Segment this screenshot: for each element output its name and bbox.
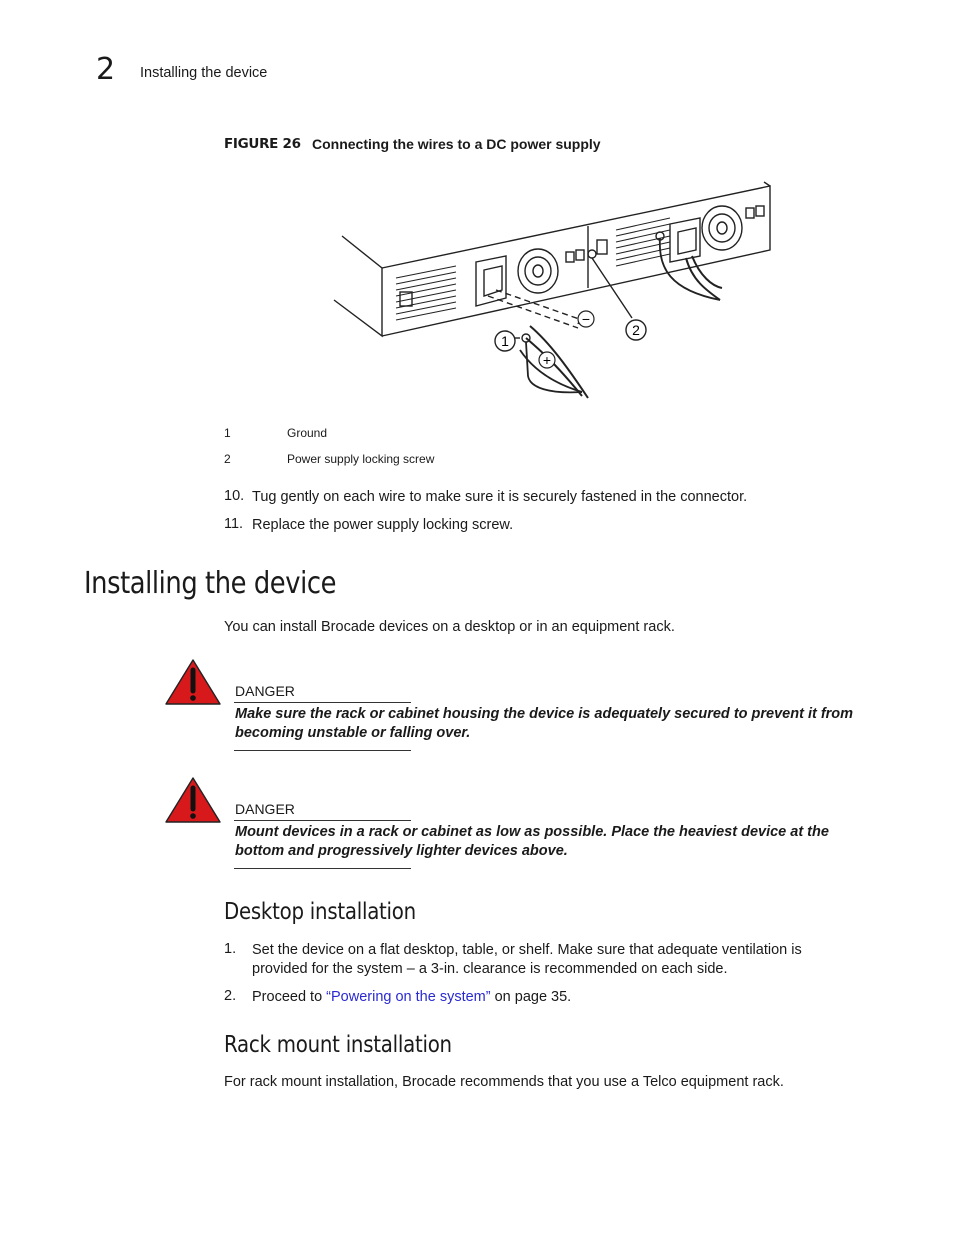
- minus-sign: −: [581, 311, 591, 327]
- step-number: 1.: [224, 941, 237, 957]
- danger-label: DANGER: [235, 801, 295, 817]
- callout-2-label: 2: [632, 322, 640, 338]
- divider: [234, 750, 411, 751]
- running-header: Installing the device: [140, 65, 268, 81]
- step-number: 11.: [224, 516, 244, 532]
- divider: [234, 820, 411, 821]
- step-text: Set the device on a flat desktop, table, or shelf. Make sure that adequate ventilation is provided for the system – a 3-in. clearance is recommended on each side.: [252, 942, 802, 977]
- plus-sign: +: [542, 352, 552, 368]
- section-intro: You can install Brocade devices on a desktop or in an equipment rack.: [224, 619, 675, 635]
- dc-power-supply-illustration: [320, 178, 780, 408]
- danger-label: DANGER: [235, 683, 295, 699]
- step-number: 2.: [224, 988, 237, 1004]
- chapter-number: 2: [96, 52, 116, 87]
- step-text-suffix: on page 35.: [490, 989, 572, 1005]
- subsection-heading-desktop: Desktop installation: [224, 899, 416, 925]
- step-text: [252, 988, 852, 1007]
- subsection-heading-rack: Rack mount installation: [224, 1032, 452, 1058]
- step-text: Replace the power supply locking screw.: [252, 517, 514, 533]
- callout-1-label: 1: [501, 333, 509, 349]
- legend-text: Ground: [287, 426, 328, 440]
- danger-text: Mount devices in a rack or cabinet as low as possible. Place the heaviest device at the bottom and progressively lighter devices above.: [235, 824, 829, 859]
- step-text-prefix: Proceed to: [252, 989, 327, 1005]
- step-number: 10.: [224, 488, 245, 504]
- section-heading: Installing the device: [84, 566, 337, 601]
- danger-text: Make sure the rack or cabinet housing the device is adequately secured to prevent it from becoming unstable or falling over.: [235, 706, 854, 741]
- step-text: Tug gently on each wire to make sure it is securely fastened in the connector.: [252, 489, 748, 505]
- figure-title: Connecting the wires to a DC power supply: [312, 136, 601, 152]
- legend-number: 1: [224, 426, 231, 440]
- divider: [234, 702, 411, 703]
- danger-triangle-icon: [164, 658, 222, 706]
- divider: [234, 868, 411, 869]
- rack-paragraph: For rack mount installation, Brocade recommends that you use a Telco equipment rack.: [224, 1074, 784, 1090]
- figure-label: FIGURE 26: [224, 136, 301, 152]
- legend-number: 2: [224, 452, 231, 466]
- legend-text: Power supply locking screw: [287, 452, 435, 466]
- powering-on-link[interactable]: “Powering on the system”: [326, 989, 491, 1005]
- danger-triangle-icon: [164, 776, 222, 824]
